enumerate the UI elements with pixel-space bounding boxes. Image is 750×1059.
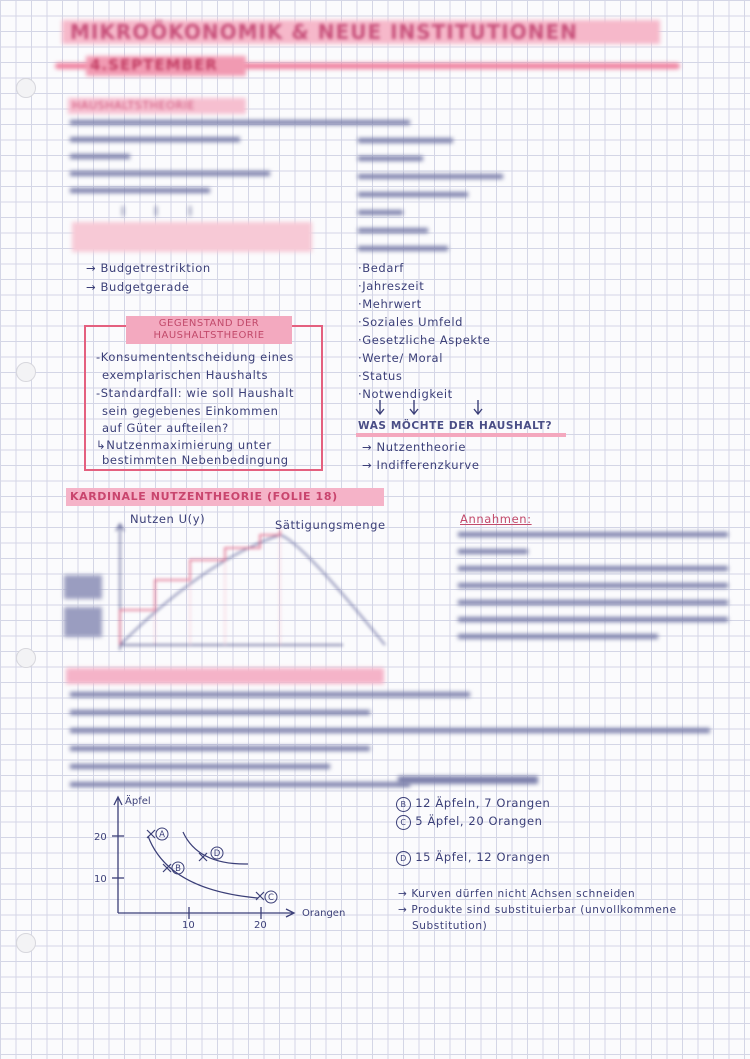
kardinal-y-label: Nutzen U(y)	[130, 512, 206, 526]
want-question: WAS MÖCHTE DER HAUSHALT?	[358, 420, 553, 432]
bundle-letter: C	[396, 815, 411, 830]
kardinal-heading: KARDINALE NUTZENTHEORIE (FOLIE 18)	[70, 490, 338, 503]
box-line: bestimmten Nebenbedingung	[102, 453, 289, 467]
point-label: A	[159, 830, 165, 840]
want-item: → Nutzentheorie	[362, 440, 466, 454]
box-line: -Konsumententscheidung eines	[96, 350, 294, 364]
want-item: → Indifferenzkurve	[362, 458, 480, 472]
blurred-bundle-a	[398, 776, 538, 784]
bundle-text: 5 Äpfel, 20 Orangen	[415, 814, 543, 828]
right-list-item: ·Jahreszeit	[358, 279, 425, 293]
binder-hole-bottom	[16, 933, 36, 953]
box-line: auf Güter aufteilen?	[102, 421, 229, 435]
binder-hole-upper	[16, 362, 36, 382]
note-line: Substitution)	[412, 920, 488, 932]
blurred-list-right-top	[358, 138, 503, 251]
point-label: B	[175, 864, 181, 874]
down-arrows	[370, 398, 490, 418]
ordinal-chart	[88, 790, 368, 930]
blurred-ordinal-text	[70, 692, 710, 787]
right-list-item: ·Status	[358, 369, 403, 383]
date: 4.SEPTEMBER	[90, 56, 218, 74]
right-list-item: ·Werte/ Moral	[358, 351, 443, 365]
right-list-item: ·Bedarf	[358, 261, 404, 275]
blurred-assumptions-text	[458, 532, 728, 639]
x-tick-label: 10	[182, 920, 195, 930]
bundle-letter: D	[396, 851, 411, 866]
x-axis-label: Orangen	[302, 908, 346, 919]
right-list-item: ·Soziales Umfeld	[358, 315, 464, 329]
note-line: → Produkte sind substituierbar (unvollkommene	[398, 904, 677, 916]
want-underline	[356, 433, 566, 437]
right-list-item: ·Notwendigkeit	[358, 387, 453, 401]
left-list-item: → Budgetrestriktion	[86, 261, 211, 275]
blurred-question-highlight	[72, 222, 312, 252]
blurred-chart-side-labels	[64, 575, 102, 637]
note-line: → Kurven dürfen nicht Achsen schneiden	[398, 888, 636, 900]
y-tick-label: 20	[94, 832, 107, 843]
bundle-item	[396, 814, 543, 830]
kardinal-chart	[95, 520, 415, 655]
bundle-item	[396, 850, 550, 866]
x-tick-label: 20	[254, 920, 267, 930]
box-line: ↳Nutzenmaximierung unter	[96, 438, 272, 452]
right-list-item: ·Gesetzliche Aspekte	[358, 333, 491, 347]
bundle-text: 15 Äpfel, 12 Orangen	[415, 850, 551, 864]
saturation-label: Sättigungsmenge	[275, 518, 386, 532]
bundle-item	[396, 796, 550, 812]
box-line: exemplarischen Haushalts	[102, 368, 269, 382]
bundle-text: 12 Äpfeln, 7 Orangen	[415, 796, 551, 810]
blurred-arrows-top	[118, 205, 198, 219]
bundle-letter: B	[396, 797, 411, 812]
point-label: C	[268, 893, 274, 903]
point-label: D	[213, 849, 221, 859]
y-axis-label: Äpfel	[125, 796, 151, 807]
binder-hole-lower	[16, 648, 36, 668]
box-line: sein gegebenes Einkommen	[102, 404, 279, 418]
box-line: -Standardfall: wie soll Haushalt	[96, 386, 295, 400]
blurred-ordinal-heading	[66, 668, 384, 684]
page-title: MIKROÖKONOMIK & NEUE INSTITUTIONEN	[70, 20, 578, 44]
binder-hole-top	[16, 78, 36, 98]
section-heading-haushaltstheorie: HAUSHALTSTHEORIE	[72, 99, 195, 112]
assumptions-title: Annahmen:	[460, 512, 532, 526]
gegenstand-box-title: GEGENSTAND DER HAUSHALTSTHEORIE	[126, 316, 292, 344]
right-list-item: ·Mehrwert	[358, 297, 422, 311]
left-list-item: → Budgetgerade	[86, 280, 190, 294]
y-tick-label: 10	[94, 874, 107, 885]
